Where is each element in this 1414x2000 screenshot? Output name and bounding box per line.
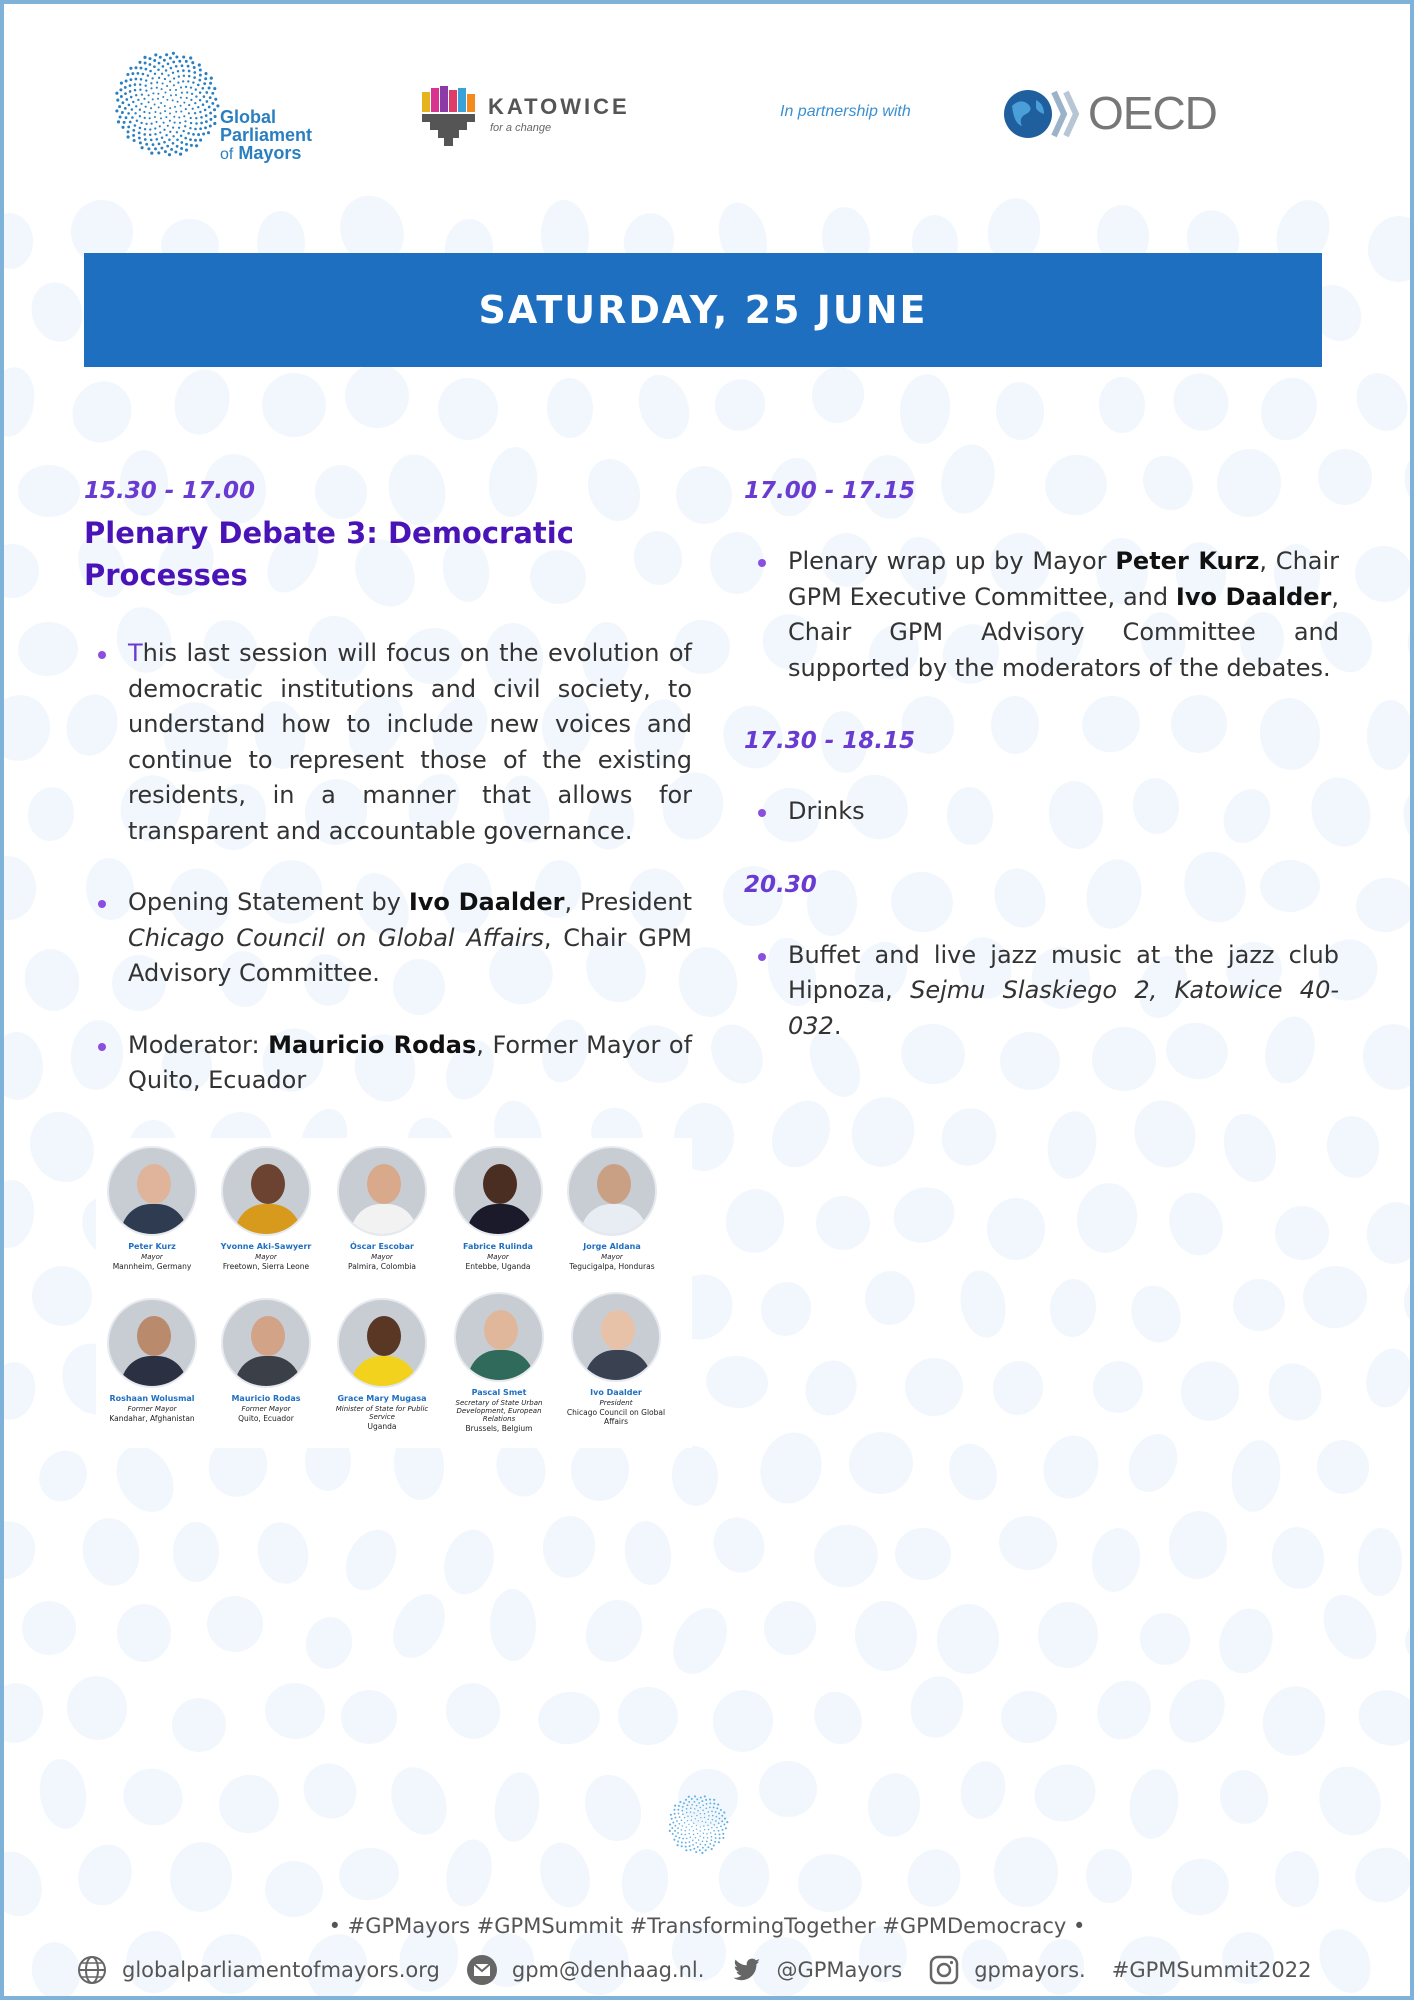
right-column — [744, 478, 1339, 1080]
session-time: 17.30 - 18.15 — [744, 728, 916, 754]
left-column — [84, 478, 692, 1135]
katowice-tagline: for a change — [490, 122, 552, 134]
instagram-link[interactable]: gpmayors. — [928, 1954, 1086, 1986]
katowice-title: KATOWICE — [488, 94, 630, 119]
speaker-card: Grace Mary Mugasa Minister of State for Public Service Uganda — [322, 1298, 442, 1431]
mail-icon — [466, 1954, 498, 1986]
speaker-card: Fabrice Rulinda Mayor Entebbe, Uganda — [442, 1146, 554, 1271]
list-item: This last session will focus on the evolution of democratic institutions and civil society, to understand how to include new voices and continue to represent those of the existing residents, in a manner that allows for transparent and accountable governance. — [84, 636, 692, 849]
speaker-card: Pascal Smet Secretary of State Urban Development, European Relations Brussels, Belgium — [440, 1292, 558, 1433]
twitter-icon — [730, 1954, 762, 1986]
list-item: Moderator: Mauricio Rodas, Former Mayor of Quito, Ecuador — [84, 1028, 692, 1099]
globe-icon — [76, 1954, 108, 1986]
katowice-mark-icon — [420, 86, 476, 146]
day-banner — [84, 253, 1322, 367]
oecd-text: OECD — [1088, 87, 1217, 139]
avatar — [107, 1298, 197, 1388]
instagram-icon — [928, 1954, 960, 1986]
avatar — [454, 1292, 544, 1382]
speaker-card: Roshaan Wolusmal Former Mayor Kandahar, Afghanistan — [96, 1298, 208, 1423]
session-bullets — [84, 636, 692, 1099]
avatar — [337, 1146, 427, 1236]
drinks-block — [744, 728, 1339, 830]
speaker-card: Peter Kurz Mayor Mannheim, Germany — [96, 1146, 208, 1271]
gpm-footer-dots-icon — [666, 1792, 730, 1856]
summit-hashtag: #GPMSummit2022 — [1111, 1958, 1312, 1982]
gpm-logo[interactable] — [112, 46, 332, 166]
hashtags: • #GPMayors #GPMSummit #TransformingTogether #GPMDemocracy • — [328, 1914, 1086, 1938]
avatar — [571, 1292, 661, 1382]
day-title: SATURDAY, 25 JUNE — [478, 288, 928, 332]
session-time: 15.30 - 17.00 — [84, 478, 256, 504]
avatar — [567, 1146, 657, 1236]
website-link[interactable]: globalparliamentofmayors.org — [76, 1954, 440, 1986]
speaker-card: Óscar Escobar Mayor Palmira, Colombia — [326, 1146, 438, 1271]
avatar — [221, 1298, 311, 1388]
session-time: 17.00 - 17.15 — [744, 478, 916, 504]
dinner-block — [744, 872, 1339, 1045]
session-title: Plenary Debate 3: Democratic Processes — [84, 516, 574, 592]
speaker-card: Ivo Daalder President Chicago Council on Global Affairs — [560, 1292, 672, 1426]
twitter-link[interactable]: @GPMayors — [730, 1954, 902, 1986]
contact-bar — [76, 1952, 1337, 1988]
list-item: Buffet and live jazz music at the jazz club Hipnoza, Sejmu Slaskiego 2, Katowice 40-032. — [744, 938, 1339, 1045]
gpm-dots-icon — [112, 46, 222, 166]
avatar — [453, 1146, 543, 1236]
list-item: Opening Statement by Ivo Daalder, President Chicago Council on Global Affairs, Chair GPM Advisory Committee. — [84, 885, 692, 992]
wrapup-block — [744, 478, 1339, 686]
speaker-card: Jorge Aldana Mayor Tegucigalpa, Honduras — [556, 1146, 668, 1271]
speakers-grid — [96, 1138, 692, 1448]
list-item: Drinks — [744, 794, 1339, 830]
speaker-card: Yvonne Aki-Sawyerr Mayor Freetown, Sierra Leone — [210, 1146, 322, 1271]
header-logos — [0, 40, 1414, 180]
avatar — [337, 1298, 427, 1388]
avatar — [107, 1146, 197, 1236]
partnership-text: In partnership with — [780, 103, 911, 120]
list-item: Plenary wrap up by Mayor Peter Kurz, Chair GPM Executive Committee, and Ivo Daalder, Chair GPM Advisory Committee and supported by the moderators of the debates. — [744, 544, 1339, 686]
oecd-globe-icon — [1002, 86, 1088, 142]
email-link[interactable]: gpm@denhaag.nl. — [466, 1954, 705, 1986]
katowice-logo[interactable] — [420, 86, 630, 156]
oecd-logo[interactable] — [1002, 86, 1222, 146]
session-time: 20.30 — [744, 871, 817, 898]
speaker-card: Mauricio Rodas Former Mayor Quito, Ecuador — [210, 1298, 322, 1423]
avatar — [221, 1146, 311, 1236]
gpm-logo-text: Global Parliament of Mayors — [220, 107, 313, 163]
